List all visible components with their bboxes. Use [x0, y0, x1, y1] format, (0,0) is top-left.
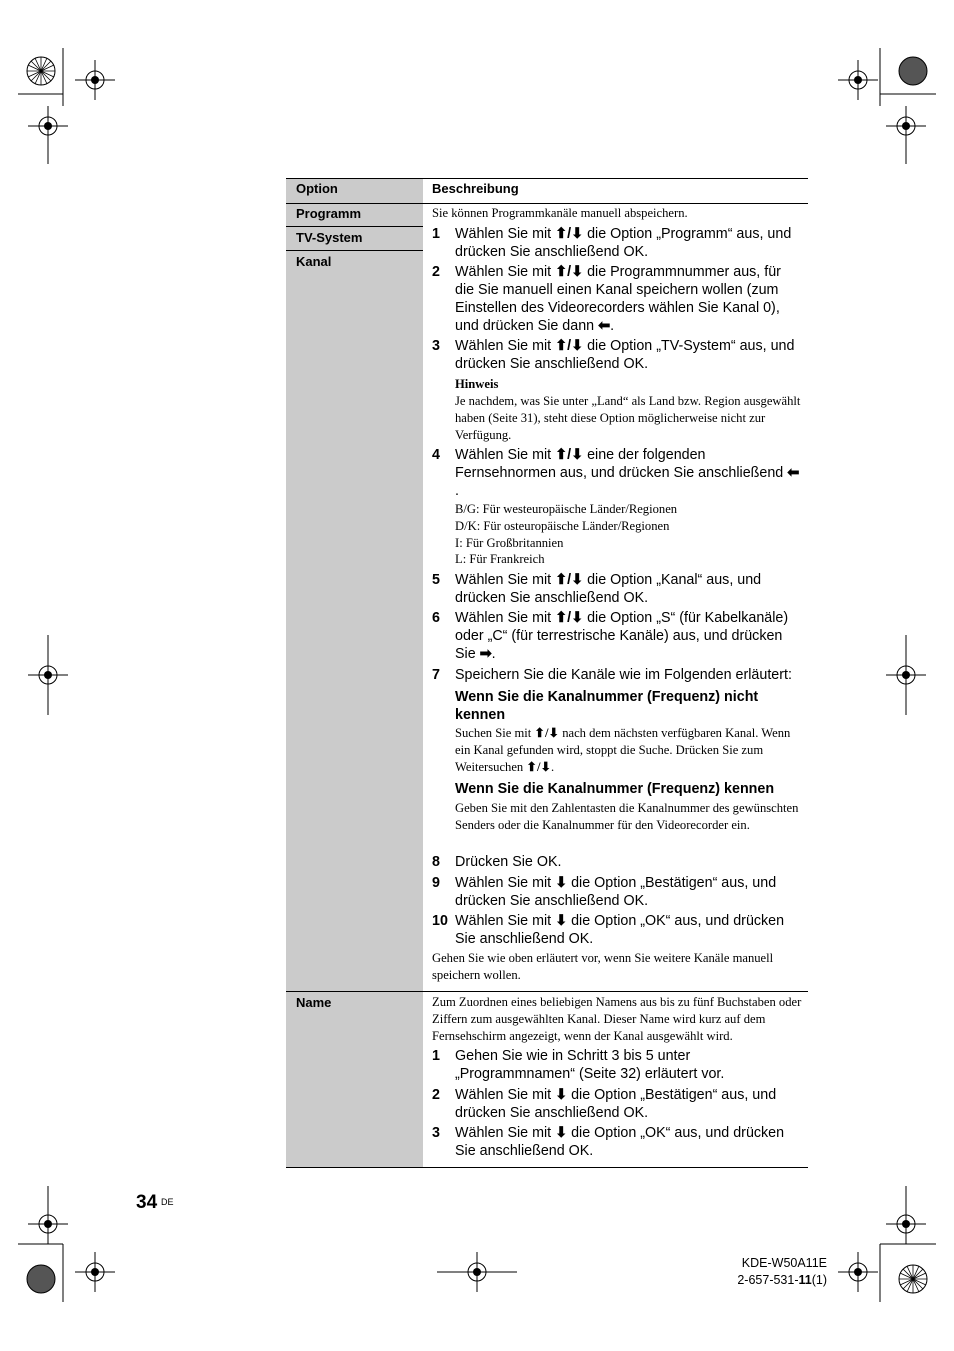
header-rule — [286, 203, 808, 204]
registration-mark-icon — [838, 60, 878, 100]
page-number: 34 — [136, 1192, 158, 1213]
registration-mark-icon — [28, 1204, 68, 1244]
row-rule — [286, 991, 808, 992]
option-table: Option Beschreibung Programm TV-System Kanal Name Sie können Programmkanäle manuell abspeichern. 1 Wählen Sie mit ⬆/⬇ die Option „Programm“ aus, und drücken Sie anschließend OK. 2 Wählen Sie mit ⬆/⬇ die Programmnummer aus, für die Sie manuell einen Kanal speichern wollen (zum Einstellen des Videorecorders wählen Sie Kanal 0), und drücken Sie dann ⬅. 3 Wählen Sie mit ⬆/⬇ die Option „TV-System“ aus, und drücken Sie anschließend OK. Hinweis Je nachdem, was Sie unter „Land“ als Land bzw. Region ausgewählt haben (Seite 31), steht diese Option möglicherweise nicht zur Verfügung. 4 Wählen Sie mit ⬆/⬇ eine der folgenden Fernsehnormen aus, und drücken Sie anschließend ⬅. B/G: Für westeuropäische Länder/Regionen D/K: Für osteuropäische Länder/Regionen I: Für Großbritannien L: Für Frankreich 5 Wählen Sie mit ⬆/⬇ die Option „Kanal“ aus, und drücken Sie anschließend OK. 6 Wählen Sie mit ⬆/⬇ die Option „S“ (für Kabelkanäle) oder „C“ (für terrestrische Kanäle) aus, und drücken Sie ➡. 7 Speichern Sie die Kanäle wie im Folgenden erläutert: Wenn Sie die Kanalnummer (Frequenz) nicht kennen Suchen Sie mit ⬆/⬇ nach dem nächsten verfügbaren Kanal. Wenn ein Kanal gefunden wird, stoppt die Suche. Drücken Sie zum Weitersuchen ⬆/⬇. Wenn Sie die Kanalnummer (Frequenz) kennen Geben Sie mit den Zahlentasten die Kanalnummer des gewünschten Senders oder die Kanalnummer für den Videorecorder ein. 8 Drücken Sie OK. 9 Wählen Sie mit ⬇ die Option „Bestätigen“ aus, und drücken Sie anschließend OK. 10 Wählen Sie mit ⬇ die Option „OK“ aus, und drücken Sie anschließend OK. Gehen Sie wie oben erläutert vor, wenn Sie weitere Kanäle manuell speichern wollen. Zum Zuordnen eines beliebigen Namens aus bis zu fünf Buchstaben oder Ziffern zum ausgewählten Kanal. Dieser Name wird kurz auf dem Fernsehschirm angezeigt, wenn der Kanal ausgewählt wird. 1 Gehen Sie wie in Schritt 3 bis 5 unter „Programmnamen“ (Seite 32) erläutert vor. 2 Wählen Sie mit ⬇ die Option „Bestätigen“ aus, und drücken Sie anschließend OK. 3 Wählen Sie mit ⬇ die Option „OK“ aus, und drücken Sie anschließend OK. — [286, 178, 808, 1168]
row-rule — [286, 250, 423, 251]
model-number: KDE-W50A11E — [741, 1256, 827, 1270]
header-description: Beschreibung — [432, 181, 519, 196]
unknown-frequency-title: Wenn Sie die Kanalnummer (Frequenz) nicht kennen — [455, 689, 759, 723]
norm-dk: D/K: Für osteuropäische Länder/Regionen — [455, 519, 670, 533]
known-frequency-text: Geben Sie mit den Zahlentasten die Kanalnummer des gewünschten Senders oder die Kanalnummer für den Videorecorder ein. — [455, 801, 799, 832]
up-down-arrow-icon: ⬆/⬇ — [555, 447, 584, 463]
option-tv-system: TV-System — [296, 230, 363, 245]
norm-i: I: Für Großbritannien — [455, 536, 564, 550]
up-down-arrow-icon: ⬆/⬇ — [555, 610, 584, 626]
page-language: DE — [161, 1197, 174, 1207]
down-arrow-icon: ⬇ — [555, 913, 568, 929]
hinweis-title: Hinweis — [455, 377, 499, 391]
registration-mark-icon — [437, 1252, 517, 1292]
table-bottom-rule — [286, 1167, 808, 1168]
left-arrow-icon: ⬅ — [598, 318, 611, 334]
registration-mark-icon — [886, 635, 926, 715]
up-down-arrow-icon: ⬆/⬇ — [555, 264, 584, 280]
starburst-mark-icon — [898, 1264, 928, 1294]
down-arrow-icon: ⬇ — [555, 1125, 568, 1141]
known-frequency-title: Wenn Sie die Kanalnummer (Frequenz) kennen — [455, 781, 775, 797]
up-down-arrow-icon: ⬆/⬇ — [555, 572, 584, 588]
registration-mark-icon — [28, 635, 68, 715]
up-down-arrow-icon: ⬆/⬇ — [526, 760, 551, 774]
norm-bg: B/G: Für westeuropäische Länder/Regionen — [455, 502, 678, 516]
registration-mark-icon — [838, 1252, 878, 1292]
hinweis-text: Je nachdem, was Sie unter „Land“ als Land bzw. Region ausgewählt haben (Seite 31), steht diese Option möglicherweise nicht zur Verfügung. — [455, 394, 801, 442]
option-name: Name — [296, 995, 332, 1010]
row-rule — [286, 226, 423, 227]
up-down-arrow-icon: ⬆/⬇ — [555, 226, 584, 242]
table-top-rule — [286, 178, 808, 179]
up-down-arrow-icon: ⬆/⬇ — [555, 338, 584, 354]
registration-mark-icon — [886, 1204, 926, 1244]
header-option: Option — [296, 181, 338, 196]
kanal-outro: Gehen Sie wie oben erläutert vor, wenn Sie weitere Kanäle manuell speichern wollen. — [432, 951, 774, 982]
unknown-frequency-text: Suchen Sie mit ⬆/⬇ nach dem nächsten verfügbaren Kanal. Wenn ein Kanal gefunden wird, stoppt die Suche. Drücken Sie zum Weitersuchen ⬆/⬇. — [455, 726, 791, 774]
part-number: 2-657-531-11(1) — [737, 1273, 827, 1287]
option-column — [286, 178, 423, 1168]
name-intro: Zum Zuordnen eines beliebigen Namens aus bis zu fünf Buchstaben oder Ziffern zum ausgewählten Kanal. Dieser Name wird kurz auf dem Fernsehschirm angezeigt, wenn der Kanal ausgewählt wird. — [432, 995, 802, 1043]
registration-mark-icon — [75, 60, 115, 100]
option-programm: Programm — [296, 206, 362, 221]
down-arrow-icon: ⬇ — [555, 1087, 568, 1103]
down-arrow-icon: ⬇ — [555, 875, 568, 891]
halftone-mark-icon — [898, 56, 928, 86]
up-down-arrow-icon: ⬆/⬇ — [534, 726, 560, 740]
left-arrow-icon: ⬅ — [787, 465, 800, 481]
kanal-intro: Sie können Programmkanäle manuell abspeichern. — [432, 206, 688, 220]
halftone-mark-icon — [26, 1264, 56, 1294]
registration-mark-icon — [886, 106, 926, 146]
option-kanal: Kanal — [296, 254, 332, 269]
right-arrow-icon: ➡ — [479, 646, 492, 662]
registration-mark-icon — [28, 106, 68, 146]
registration-mark-icon — [75, 1252, 115, 1292]
starburst-mark-icon — [26, 56, 56, 86]
norm-l: L: Für Frankreich — [455, 552, 545, 566]
